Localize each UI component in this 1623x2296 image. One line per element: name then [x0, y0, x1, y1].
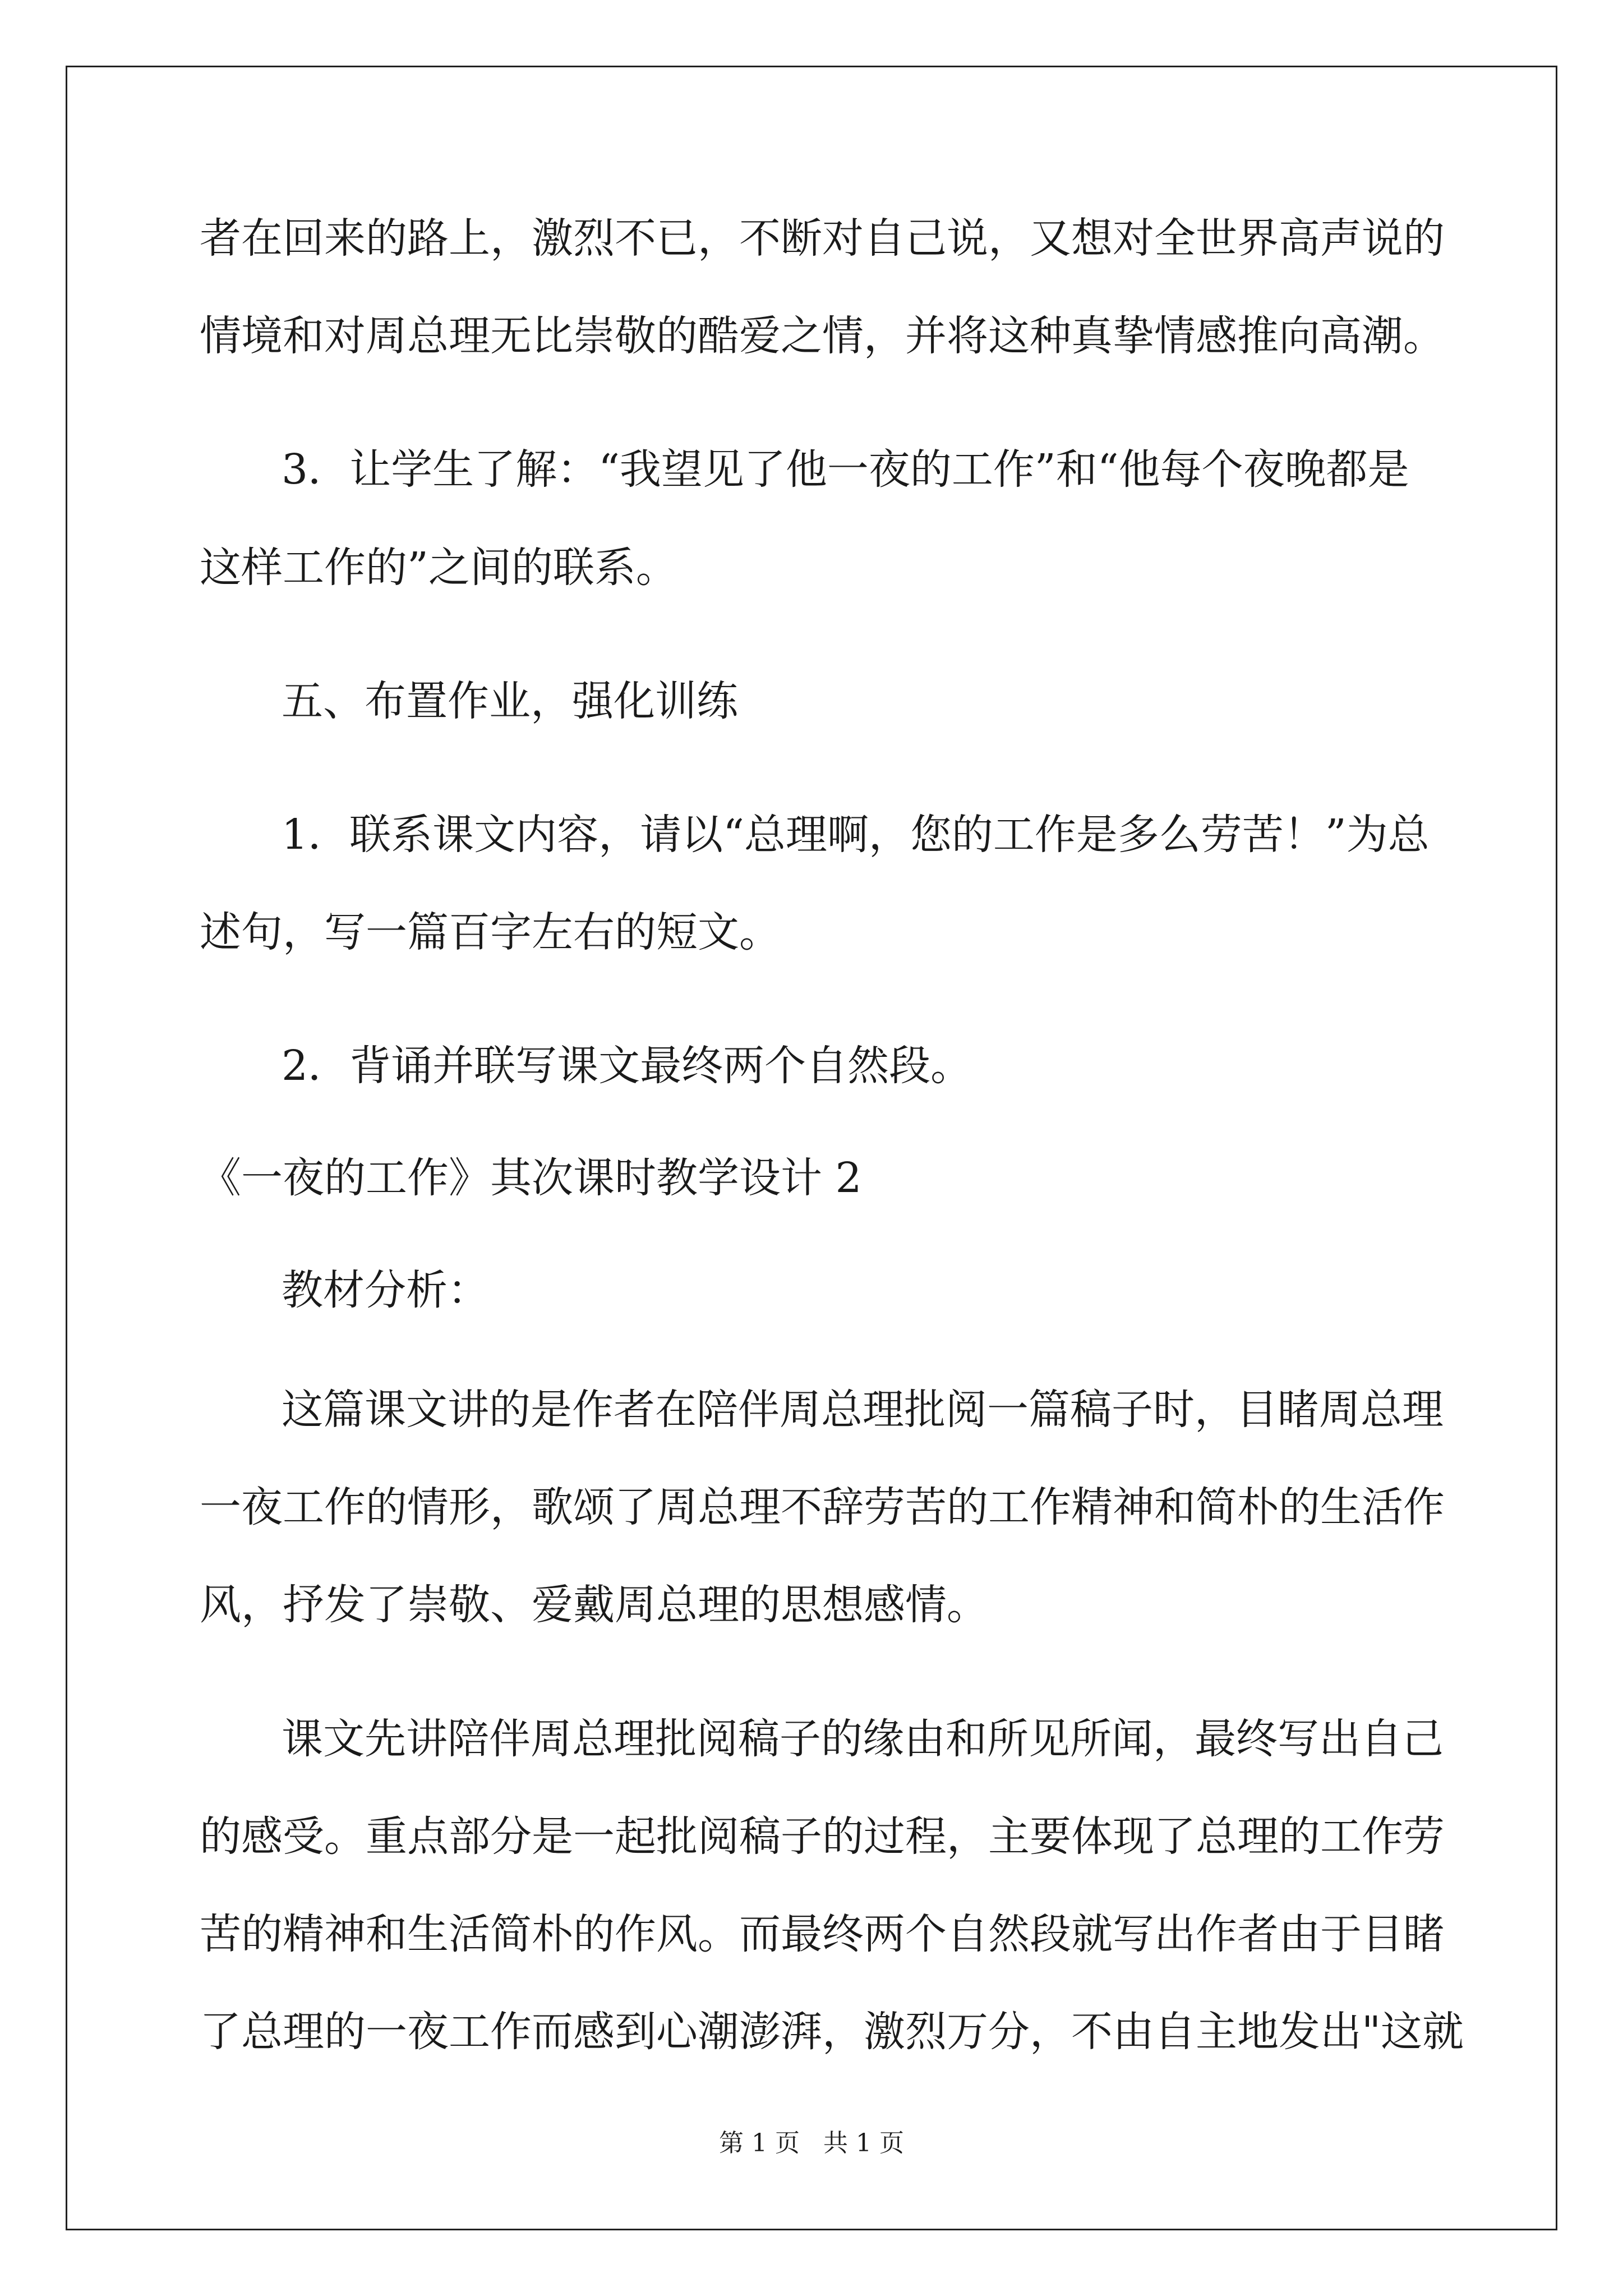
text-line: 课文先讲陪伴周总理批阅稿子的缘由和所见所闻，最终写出自己 [282, 1715, 1444, 1763]
text-line: 3．让学生了解：“我望见了他一夜的工作”和“他每个夜晚都是 [282, 445, 1409, 494]
text-line: 这篇课文讲的是作者在陪伴周总理批阅一篇稿子时，目睹周总理 [282, 1386, 1444, 1434]
section-heading: 教材分析： [282, 1266, 489, 1314]
text-line: 述句，写一篇百字左右的短文。 [200, 908, 781, 956]
text-line: 风，抒发了崇敬、爱戴周总理的思想感情。 [200, 1581, 988, 1629]
text-line: 苦的精神和生活简朴的作风。而最终两个自然段就写出作者由于目睹 [200, 1910, 1445, 1958]
text-line: 情境和对周总理无比崇敬的酷爱之情，并将这种真挚情感推向高潮。 [200, 312, 1445, 360]
text-line: 者在回来的路上，激烈不已，不断对自己说，又想对全世界高声说的 [200, 214, 1445, 263]
page-total: 共 1 页 [823, 2129, 904, 2157]
text-line: 这样工作的”之间的联系。 [200, 544, 677, 592]
document-title: 《一夜的工作》其次课时教学设计 2 [200, 1154, 862, 1202]
text-line: 的感受。重点部分是一起批阅稿子的过程，主要体现了总理的工作劳 [200, 1812, 1445, 1861]
page-footer [0, 2128, 1623, 2159]
page-border [66, 66, 1557, 2230]
text-line: 2．背诵并联写课文最终两个自然段。 [282, 1042, 972, 1090]
text-line: 1．联系课文内容，请以“总理啊，您的工作是多么劳苦！”为总 [282, 811, 1430, 859]
text-line: 了总理的一夜工作而感到心潮澎湃，激烈万分，不由自主地发出"这就 [200, 2008, 1464, 2056]
page-number: 第 1 页 [719, 2129, 800, 2157]
section-heading: 五、布置作业，强化训练 [282, 677, 738, 725]
text-line: 一夜工作的情形，歌颂了周总理不辞劳苦的工作精神和简朴的生活作 [200, 1483, 1445, 1531]
